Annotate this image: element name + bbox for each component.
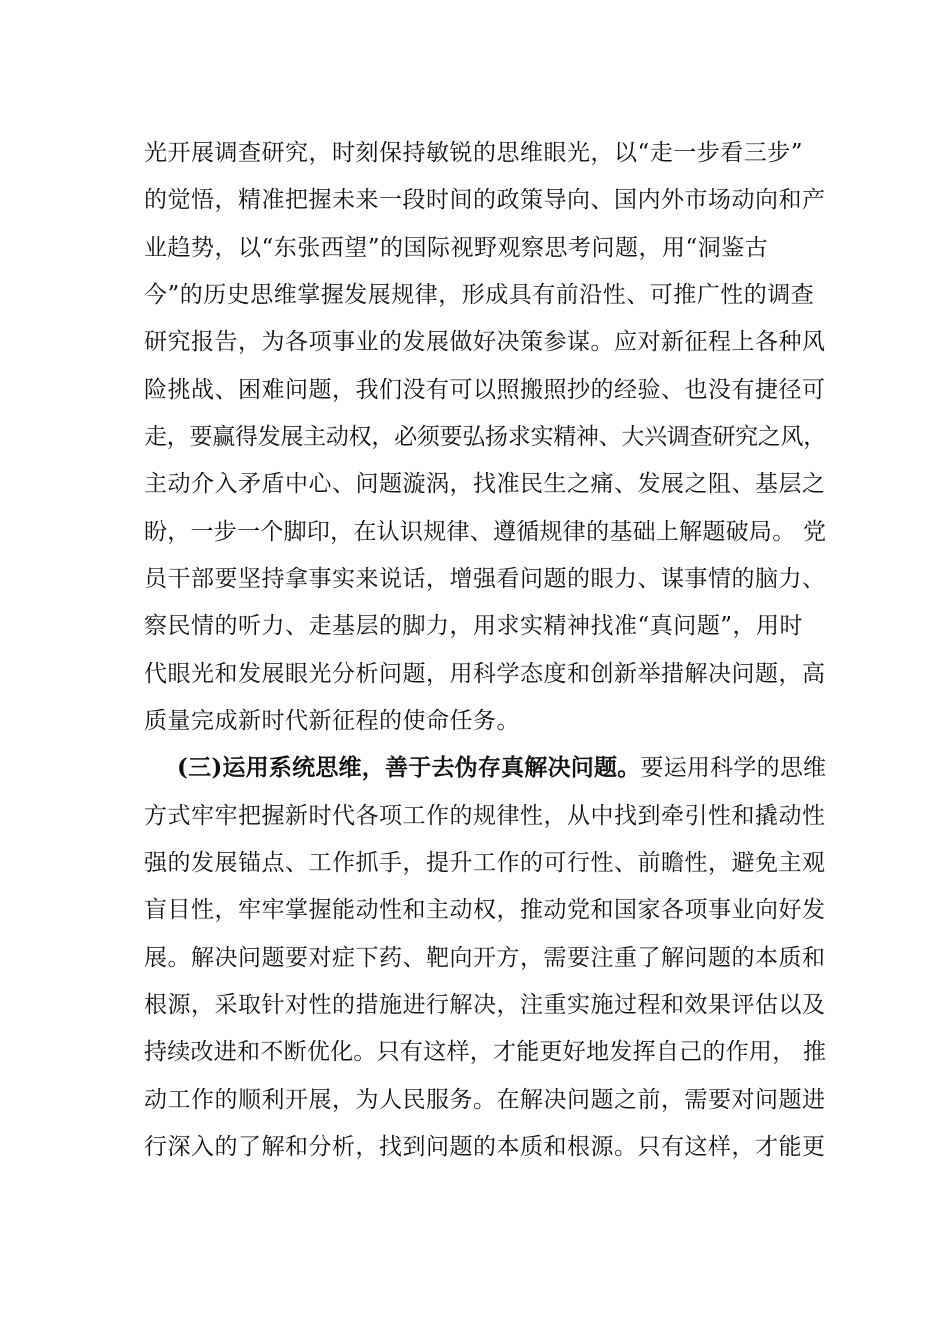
section-3-line-2: 方式牢牢把握新时代各项工作的规律性，从中找到牵引性和撬动性 [144, 803, 826, 829]
text-line-5: 研究报告，为各项事业的发展做好决策参谋。应对新征程上各种风 [144, 329, 826, 355]
text-line-1: 光开展调查研究，时刻保持敏锐的思维眼光，以“走一步看三步” [144, 140, 804, 166]
text-line-11: 察民情的听力、走基层的脚力，用求实精神找准“真问题”，用时 [144, 613, 804, 639]
section-3-line-6: 根源，采取针对性的措施进行解决，注重实施过程和效果评估以及 [144, 992, 826, 1018]
section-3-heading: (三)运用系统思维，善于去伪存真解决问题。 [177, 754, 641, 781]
text-line-13: 质量完成新时代新征程的使命任务。 [144, 708, 520, 734]
text-line-3: 业趋势，以“东张西望”的国际视野观察思考问题，用“洞鉴古 [144, 235, 769, 261]
section-3-line-5: 展。解决问题要对症下药、靶向开方，需要注重了解问题的本质和 [144, 945, 826, 971]
section-3-line-9: 行深入的了解和分析，找到问题的本质和根源。只有这样，才能更 [144, 1134, 826, 1160]
text-line-4: 今”的历史思维掌握发展规律，形成具有前沿性、可推广性的调查 [144, 282, 815, 308]
section-3-first-line [177, 753, 826, 783]
text-line-9: 盼，一步一个脚印，在认识规律、遵循规律的基础上解题破局。 党 [144, 519, 827, 545]
text-line-12: 代眼光和发展眼光分析问题，用科学态度和创新举措解决问题，高 [144, 661, 826, 687]
section-3-heading-rest: 要运用科学的思维 [640, 755, 827, 781]
section-3-line-3: 强的发展锚点、工作抓手，提升工作的可行性、前瞻性，避免主观 [144, 850, 826, 876]
text-line-10: 员干部要坚持拿事实来说话，增强看问题的眼力、谋事情的脑力、 [144, 566, 826, 592]
text-line-6: 险挑战、困难问题，我们没有可以照搬照抄的经验、也没有捷径可 [144, 377, 826, 403]
section-3-line-8: 动工作的顺利开展，为人民服务。在解决问题之前，需要对问题进 [144, 1087, 826, 1113]
section-3-line-4: 盲目性，牢牢掌握能动性和主动权，推动党和国家各项事业向好发 [144, 897, 826, 923]
text-line-8: 主动介入矛盾中心、问题漩涡，找准民生之痛、发展之阻、基层之 [144, 471, 826, 497]
text-line-2: 的觉悟，精准把握未来一段时间的政策导向、国内外市场动向和产 [144, 187, 826, 213]
text-line-7: 走，要赢得发展主动权，必须要弘扬求实精神、大兴调查研究之风， [144, 424, 827, 450]
section-3-line-7: 持续改进和不断优化。只有这样，才能更好地发挥自己的作用， 推 [144, 1039, 827, 1065]
